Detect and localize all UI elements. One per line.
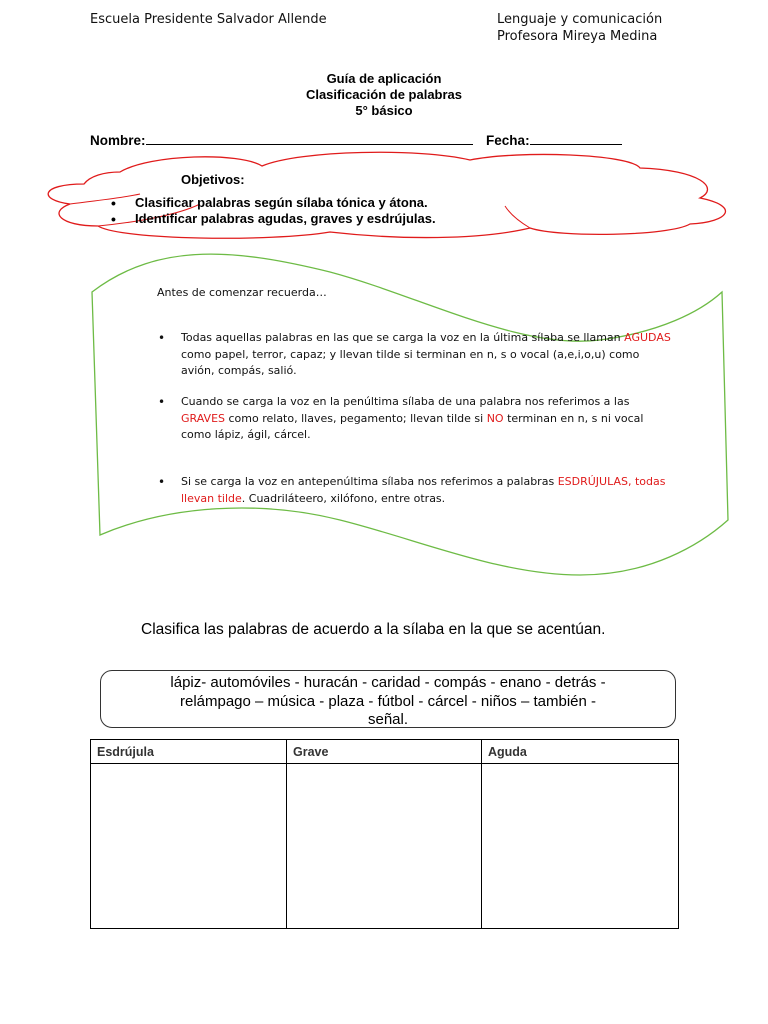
name-label: Nombre: — [90, 133, 146, 148]
school-name: Escuela Presidente Salvador Allende — [90, 12, 327, 27]
teacher-name: Profesora Mireya Medina — [497, 29, 658, 44]
column-header-grave: Grave — [287, 740, 482, 764]
word-bank-line: señal. — [367, 711, 409, 728]
rule-graves: • Cuando se carga la voz en la penúltima sílaba de una palabra nos referimos a las GRAVES como relato, llaves, pegamento; llevan tilde si NO terminan en n, s ni vocal como lápiz, ágil, cárcel. — [158, 394, 676, 444]
word-bank-line: lápiz- automóviles - huracán - caridad - compás - enano - detrás - — [170, 674, 606, 691]
column-header-esdrujula: Esdrújula — [91, 740, 287, 764]
column-header-aguda: Aguda — [482, 740, 679, 764]
instruction-text: Clasifica las palabras de acuerdo a la sílaba en la que se acentúan. — [141, 621, 606, 638]
rule-agudas: • Todas aquellas palabras en las que se carga la voz en la última sílaba se llaman AGUDAS como papel, terror, capaz; y llevan tilde si terminan en n, s o vocal (a,e,i,o,u) como avión, compás, salió. — [158, 330, 676, 380]
word-bank — [100, 670, 676, 728]
objective-item: • Clasificar palabras según sílaba tónica y átona. — [108, 195, 436, 211]
reminder-list — [158, 330, 676, 380]
date-label: Fecha: — [486, 133, 530, 148]
guide-subtitle: Clasificación de palabras — [305, 87, 463, 102]
classification-table — [90, 739, 679, 929]
subject-name: Lenguaje y comunicación — [497, 12, 663, 27]
reminder-intro: Antes de comenzar recuerda… — [157, 286, 327, 299]
objective-item: • Identificar palabras agudas, graves y esdrújulas. — [108, 211, 436, 227]
reminder-list-2 — [158, 394, 676, 444]
objectives-title: Objetivos: — [181, 172, 245, 187]
answer-cell-grave[interactable] — [287, 764, 482, 929]
answer-cell-aguda[interactable] — [482, 764, 679, 929]
answer-cell-esdrujula[interactable] — [91, 764, 287, 929]
guide-title: Guía de aplicación — [326, 71, 442, 86]
grade-label: 5° básico — [355, 103, 413, 118]
rule-esdrujulas: • Si se carga la voz en antepenúltima sílaba nos referimos a palabras ESDRÚJULAS, todas llevan tilde. Cuadriláteero, xilófono, entre otras. — [158, 474, 676, 507]
word-bank-line: relámpago – música - plaza - fútbol - cárcel - niños – también - — [179, 692, 596, 710]
reminder-list-3 — [158, 474, 676, 507]
